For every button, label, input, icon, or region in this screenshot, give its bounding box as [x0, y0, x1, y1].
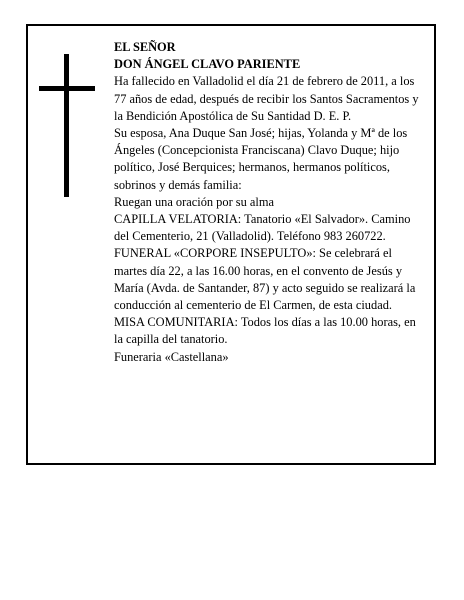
obituary-text: [114, 39, 426, 366]
family-paragraph: Su esposa, Ana Duque San José; hijas, Yolanda y Mª de los Ángeles (Concepcionista Franciscana) Clavo Duque; hijo político, José Berquices; hermanos, hermanos políticos, sobrinos y demás familia:: [114, 126, 408, 192]
mass-paragraph: MISA COMUNITARIA: Todos los días a las 10.00 horas, en la capilla del tanatorio.: [114, 315, 416, 347]
prayer-request: Ruegan una oración por su alma: [114, 194, 274, 209]
announcement-paragraph: Ha fallecido en Valladolid el día 21 de febrero de 2011, a los 77 años de edad, después de recibir los Santos Sacramentos y la Bendición Apostólica de Su Santidad D. E. P.: [114, 74, 419, 123]
funeral-home: Funeraria «Castellana»: [114, 349, 229, 364]
cross-icon-bar: [39, 86, 95, 91]
deceased-name: DON ÁNGEL CLAVO PARIENTE: [114, 57, 301, 72]
funeral-paragraph: FUNERAL «CORPORE INSEPULTO»: Se celebrará el martes día 22, a las 16.00 horas, en el convento de Jesús y María (Avda. de Santander, 87) y acto seguido se realizará la conducción al cementerio de El Carmen, de esta ciudad.: [114, 246, 416, 313]
chapel-paragraph: CAPILLA VELATORIA: Tanatorio «El Salvador». Camino del Cementerio, 21 (Valladolid). Teléfono 983 260722.: [114, 212, 411, 244]
cross-icon: [64, 54, 69, 197]
title-line-1: EL SEÑOR: [114, 40, 176, 54]
